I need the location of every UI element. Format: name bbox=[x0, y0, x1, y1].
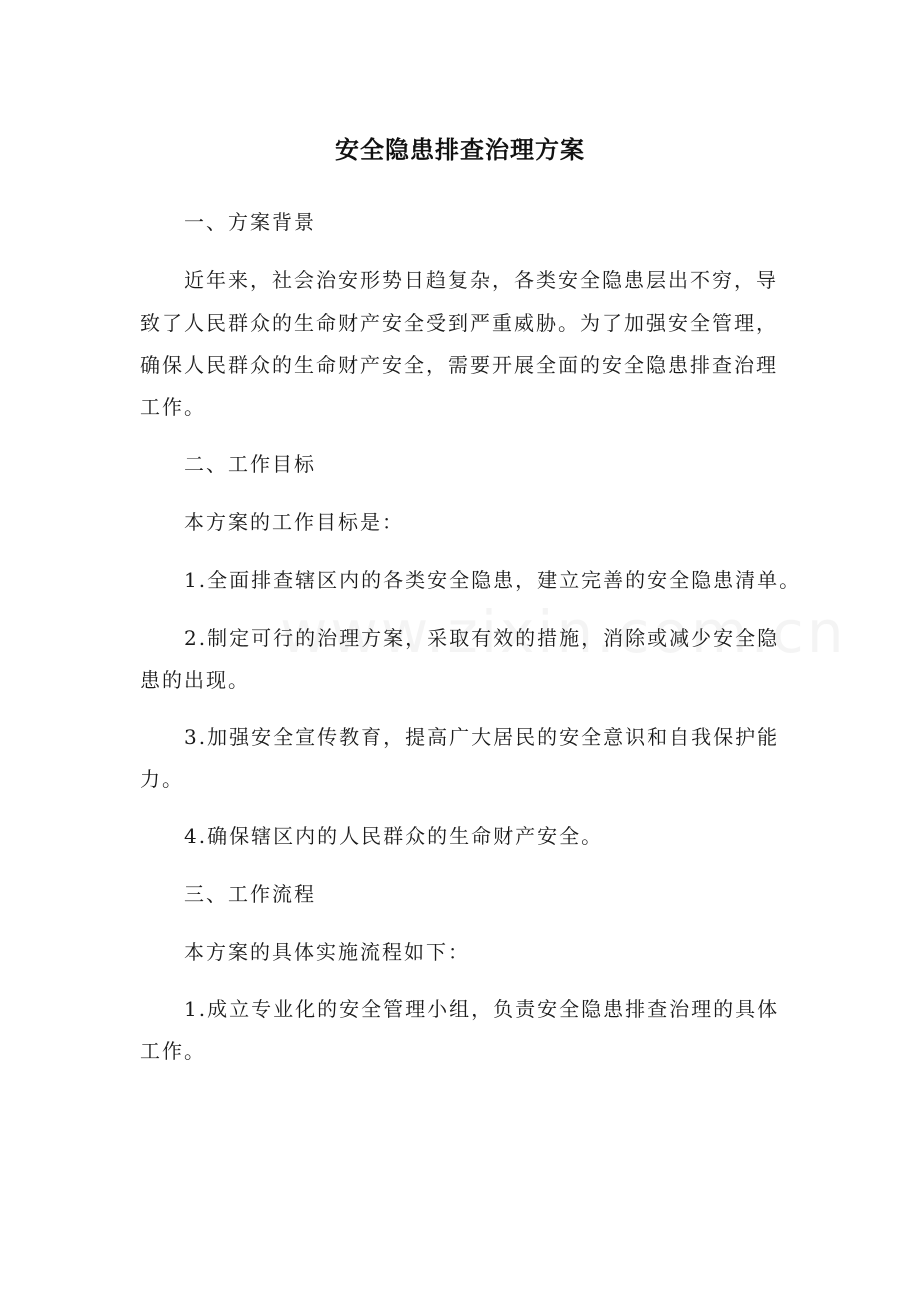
list-item: 1.成立专业化的安全管理小组，负责安全隐患排查治理的具体 bbox=[184, 997, 780, 1021]
paragraph-line: 工作。 bbox=[140, 395, 206, 419]
list-item: 4.确保辖区内的人民群众的生命财产安全。 bbox=[184, 824, 604, 848]
paragraph-line: 本方案的工作目标是： bbox=[184, 510, 404, 534]
document-title: 安全隐患排查治理方案 bbox=[335, 136, 585, 164]
list-item-continuation: 患的出现。 bbox=[140, 668, 250, 692]
paragraph-line: 近年来，社会治安形势日趋复杂，各类安全隐患层出不穷，导 bbox=[184, 268, 778, 292]
paragraph-line: 致了人民群众的生命财产安全受到严重威胁。为了加强安全管理， bbox=[140, 311, 778, 335]
list-item-continuation: 工作。 bbox=[140, 1039, 206, 1063]
list-item: 2.制定可行的治理方案，采取有效的措施，消除或减少安全隐 bbox=[184, 626, 780, 650]
list-item-continuation: 力。 bbox=[140, 767, 184, 791]
paragraph-line: 确保人民群众的生命财产安全，需要开展全面的安全隐患排查治理 bbox=[140, 353, 778, 377]
section-heading-process: 三、工作流程 bbox=[184, 882, 316, 906]
paragraph-line: 本方案的具体实施流程如下： bbox=[184, 940, 470, 964]
list-item: 1.全面排查辖区内的各类安全隐患，建立完善的安全隐患清单。 bbox=[184, 568, 802, 592]
section-heading-goals: 二、工作目标 bbox=[184, 452, 316, 476]
list-item: 3.加强安全宣传教育，提高广大居民的安全意识和自我保护能 bbox=[184, 725, 780, 749]
section-heading-background: 一、方案背景 bbox=[184, 210, 316, 234]
